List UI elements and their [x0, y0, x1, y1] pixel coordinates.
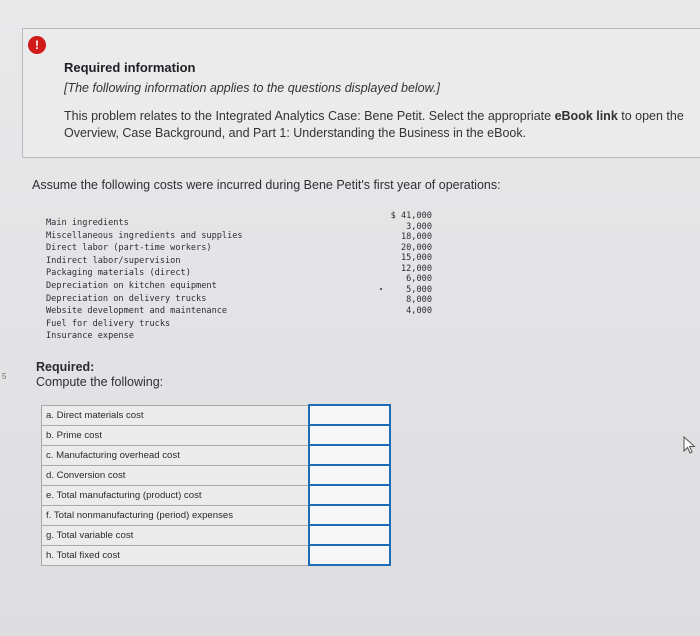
table-row	[42, 485, 391, 505]
cost-values-list	[368, 211, 432, 316]
answer-cell[interactable]	[309, 425, 390, 445]
mouse-cursor-icon	[683, 436, 697, 454]
cost-label: Fuel for delivery trucks	[46, 318, 171, 329]
cost-label: Packaging materials (direct)	[46, 268, 191, 279]
answer-input-b[interactable]	[310, 426, 389, 444]
cost-value: 3,000	[406, 221, 432, 232]
cost-label: Indirect labor/supervision	[46, 255, 181, 266]
problem-text-1: This problem relates to the Integrated Analytics Case: Bene Petit. Select the appropriate	[64, 109, 555, 123]
cost-value: $ 41,000	[390, 211, 432, 221]
answer-cell[interactable]	[309, 485, 390, 505]
answer-cell[interactable]	[309, 405, 390, 425]
row-label: h. Total fixed cost	[42, 545, 310, 565]
answer-input-h[interactable]	[310, 546, 389, 564]
answer-input-c[interactable]	[310, 446, 389, 464]
compute-instruction: Compute the following:	[36, 375, 164, 389]
answer-input-a[interactable]	[310, 406, 389, 424]
answer-cell[interactable]	[309, 525, 390, 545]
row-label: f. Total nonmanufacturing (period) expenses	[42, 505, 310, 525]
margin-mark: 5	[2, 372, 7, 381]
cost-value: 6,000	[406, 274, 432, 284]
problem-text-2: to open the	[617, 109, 684, 123]
table-row	[42, 425, 391, 445]
row-label: d. Conversion cost	[42, 465, 310, 485]
ebook-link[interactable]: eBook link	[554, 109, 618, 123]
answer-input-e[interactable]	[310, 486, 389, 504]
row-label: b. Prime cost	[42, 425, 310, 445]
cost-label: Insurance expense	[46, 331, 134, 342]
cost-value: 15,000	[400, 253, 432, 263]
info-note: [The following information applies to the questions displayed below.]	[64, 81, 440, 95]
row-label: g. Total variable cost	[42, 525, 310, 545]
cost-value: 8,000	[406, 295, 432, 305]
required-heading: Required:	[36, 360, 95, 374]
answer-cell[interactable]	[309, 505, 390, 525]
answer-input-f[interactable]	[310, 506, 389, 524]
cost-value: 4,000	[406, 305, 432, 316]
table-row	[42, 505, 391, 525]
table-row	[42, 445, 391, 465]
table-row	[42, 405, 391, 425]
table-row	[42, 545, 391, 565]
cost-value: 12,000	[400, 263, 432, 274]
cost-value: 18,000	[400, 232, 432, 242]
bullet-dot	[380, 288, 382, 290]
cost-label: Depreciation on kitchen equipment	[46, 280, 217, 291]
assumption-text: Assume the following costs were incurred during Bene Petit's first year of operations:	[32, 178, 501, 192]
row-label: e. Total manufacturing (product) cost	[42, 485, 310, 505]
answer-input-d[interactable]	[310, 466, 389, 484]
cost-value: 5,000	[406, 284, 432, 295]
cost-label: Direct labor (part-time workers)	[46, 243, 212, 254]
problem-description	[64, 108, 700, 142]
cost-label: Depreciation on delivery trucks	[46, 293, 207, 304]
answer-input-g[interactable]	[310, 526, 389, 544]
answer-table	[41, 404, 391, 566]
table-row	[42, 465, 391, 485]
required-information-title: Required information	[64, 60, 196, 75]
row-label: c. Manufacturing overhead cost	[42, 445, 310, 465]
cost-label: Main ingredients	[46, 218, 129, 228]
answer-cell[interactable]	[309, 465, 390, 485]
row-label: a. Direct materials cost	[42, 405, 310, 425]
cost-value: 20,000	[400, 242, 432, 253]
answer-cell[interactable]	[309, 545, 390, 565]
cost-labels-list	[46, 217, 243, 343]
cost-label: Website development and maintenance	[46, 306, 228, 317]
cost-label: Miscellaneous ingredients and supplies	[46, 230, 243, 241]
answer-cell[interactable]	[309, 445, 390, 465]
table-row	[42, 525, 391, 545]
alert-icon: !	[28, 36, 46, 54]
problem-text-3: Overview, Case Background, and Part 1: Understanding the Business in the eBook.	[64, 126, 527, 140]
